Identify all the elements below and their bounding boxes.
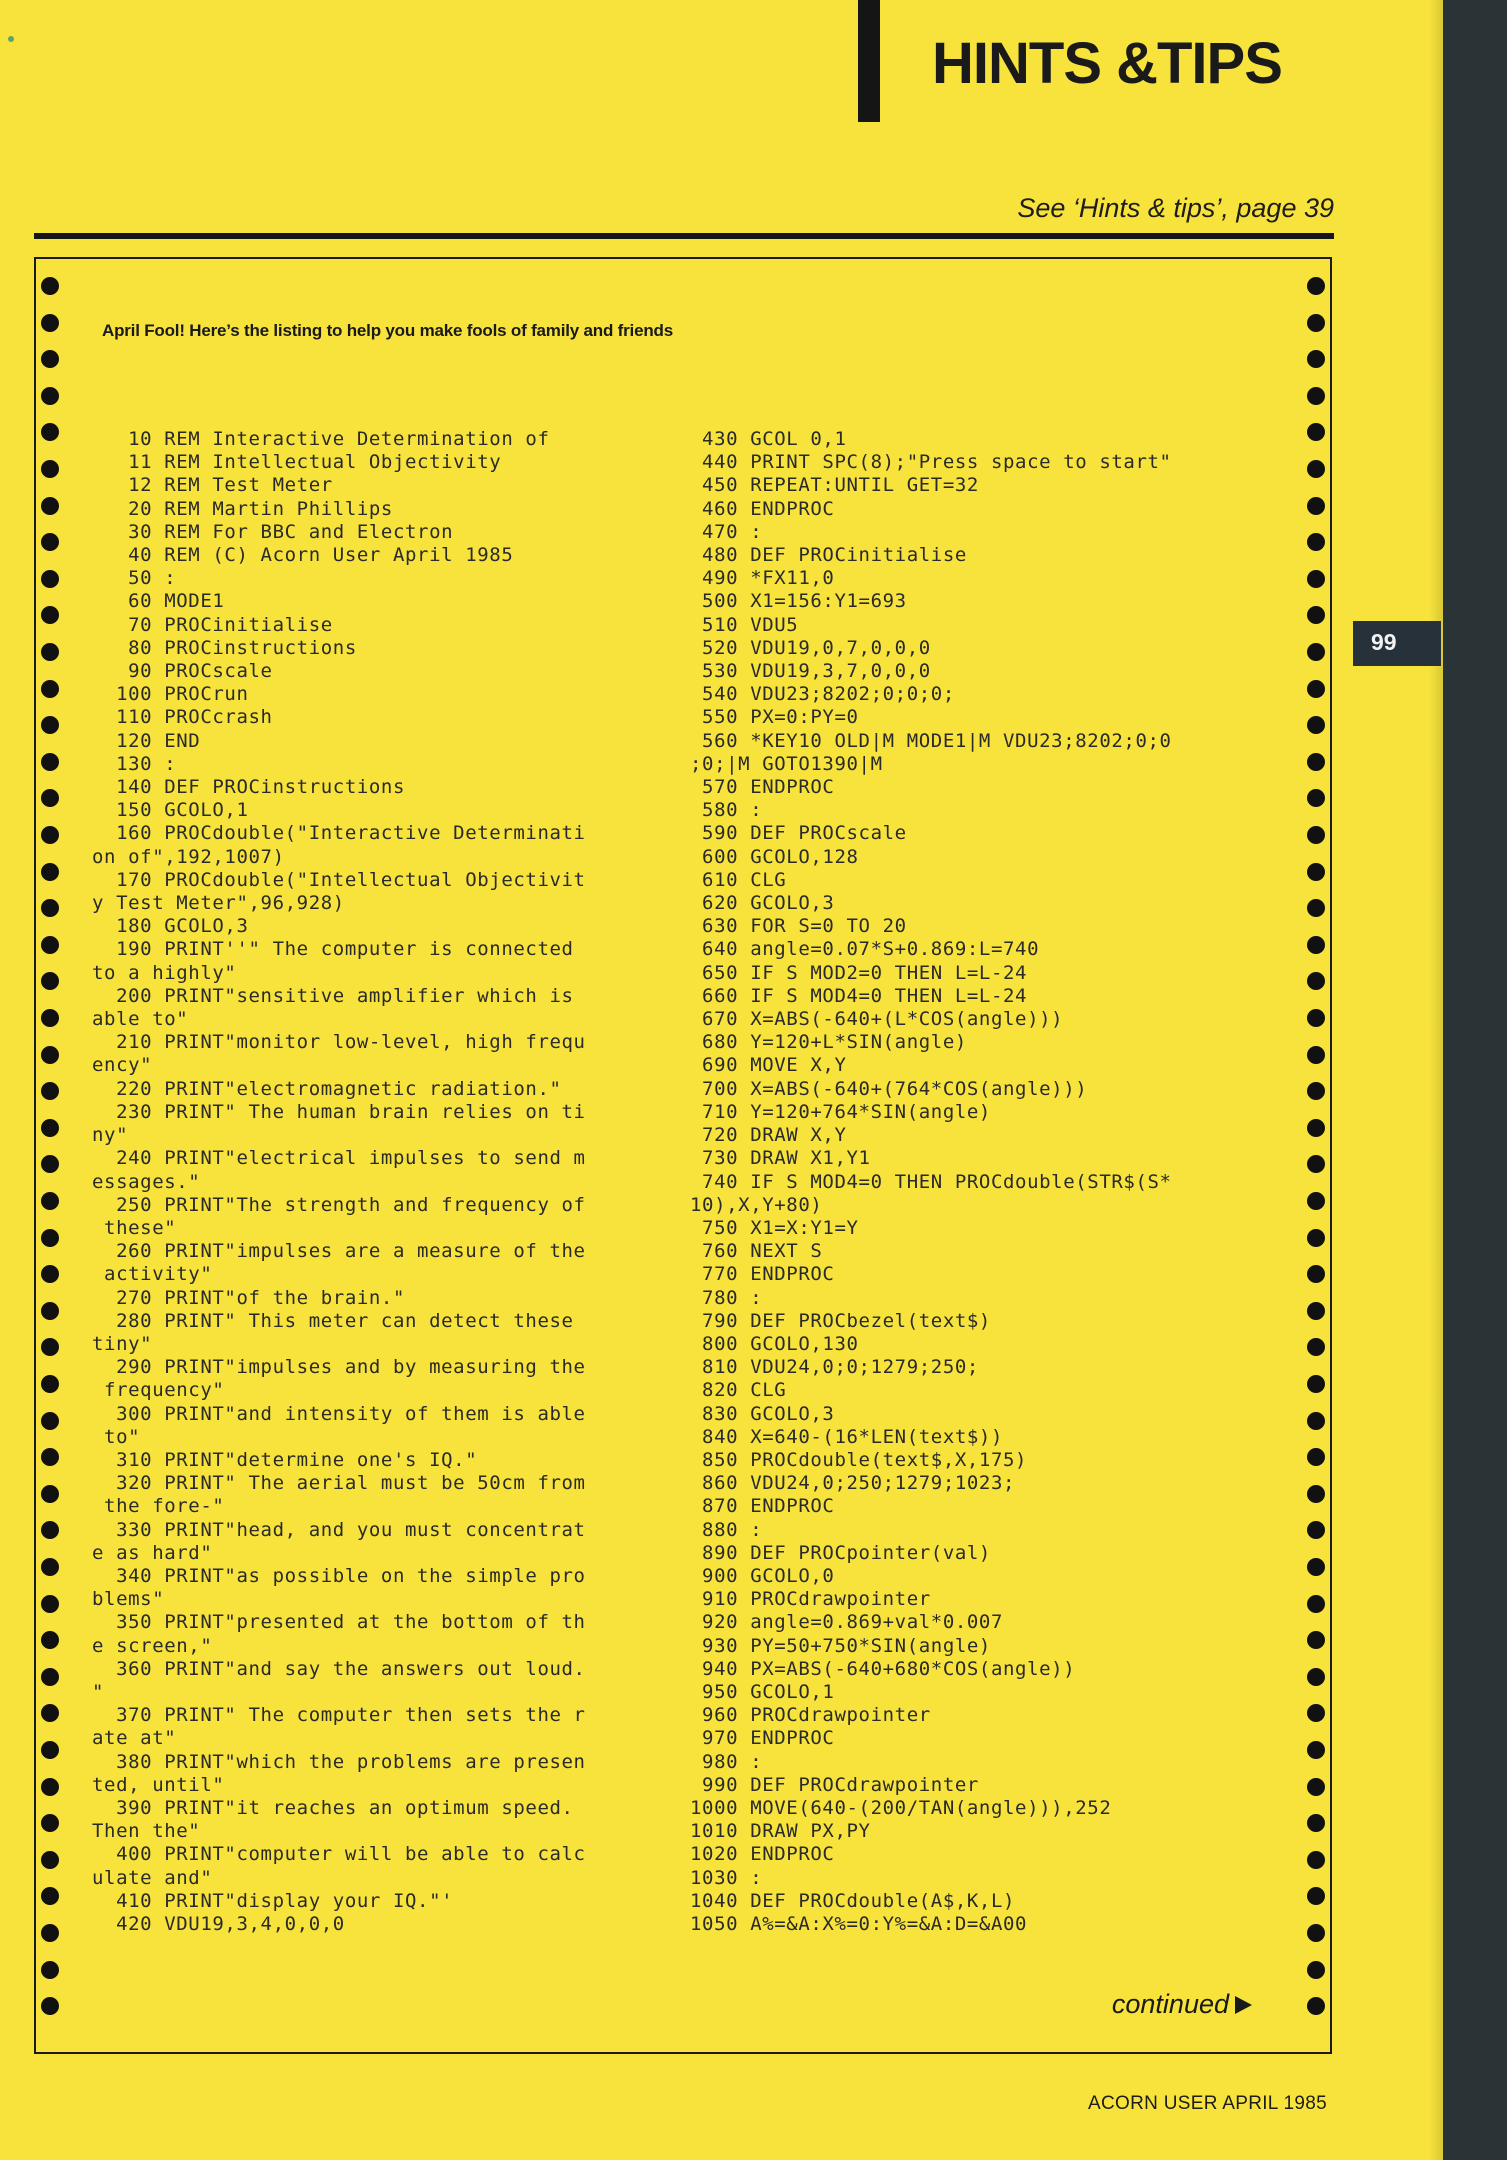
- code-line: essages.": [92, 1170, 201, 1193]
- tractor-hole: [41, 1265, 59, 1283]
- code-line: 840 X=640-(16*LEN(text$)): [690, 1425, 1004, 1448]
- tractor-hole: [41, 826, 59, 844]
- tractor-hole: [1307, 1595, 1325, 1613]
- tractor-hole: [1307, 1485, 1325, 1503]
- footer-credit: ACORN USER APRIL 1985: [1088, 2093, 1327, 2114]
- tractor-hole: [41, 1448, 59, 1466]
- tractor-hole: [1307, 497, 1325, 515]
- page-number: 99: [1371, 629, 1397, 655]
- tractor-hole: [1307, 1778, 1325, 1796]
- tractor-hole: [1307, 570, 1325, 588]
- code-line: 170 PROCdouble("Intellectual Objectivit: [92, 868, 586, 891]
- tractor-hole: [1307, 972, 1325, 990]
- tractor-hole: [41, 1082, 59, 1100]
- binding-edge: [1443, 0, 1507, 2160]
- code-line: 880 :: [690, 1518, 763, 1541]
- tractor-hole: [1307, 1521, 1325, 1539]
- code-line: 610 CLG: [690, 868, 787, 891]
- tractor-hole: [1307, 1961, 1325, 1979]
- tractor-hole: [1307, 1558, 1325, 1576]
- tractor-hole: [41, 1997, 59, 2015]
- code-line: 480 DEF PROCinitialise: [690, 544, 967, 567]
- code-line: 560 *KEY10 OLD|M MODE1|M VDU23;8202;0;0: [690, 729, 1172, 752]
- tractor-hole: [41, 1521, 59, 1539]
- code-line: tiny": [92, 1332, 153, 1355]
- code-line: 680 Y=120+L*SIN(angle): [690, 1031, 967, 1054]
- code-line: 1030 :: [690, 1866, 763, 1889]
- code-line: 820 CLG: [690, 1379, 787, 1402]
- code-line: these": [92, 1216, 177, 1239]
- tractor-hole: [41, 643, 59, 661]
- tractor-hole: [1307, 643, 1325, 661]
- code-line: 20 REM Martin Phillips: [92, 497, 393, 520]
- code-line: ulate and": [92, 1866, 213, 1889]
- code-line: 830 GCOLO,3: [690, 1402, 835, 1425]
- code-line: 930 PY=50+750*SIN(angle): [690, 1634, 991, 1657]
- tractor-hole: [1307, 423, 1325, 441]
- code-line: 350 PRINT"presented at the bottom of th: [92, 1611, 586, 1634]
- tractor-hole: [41, 1338, 59, 1356]
- listing-panel: [34, 257, 1332, 2054]
- code-line: 80 PROCinstructions: [92, 636, 357, 659]
- code-line: 390 PRINT"it reaches an optimum speed.: [92, 1796, 574, 1819]
- code-line: 740 IF S MOD4=0 THEN PROCdouble(STR$(S*: [690, 1170, 1172, 1193]
- code-line: to a highly": [92, 961, 237, 984]
- code-line: 30 REM For BBC and Electron: [92, 520, 454, 543]
- tractor-hole: [41, 1924, 59, 1942]
- tractor-hole: [1307, 350, 1325, 368]
- code-line: 360 PRINT"and say the answers out loud.: [92, 1657, 586, 1680]
- code-line: 720 DRAW X,Y: [690, 1124, 847, 1147]
- code-line: ": [92, 1680, 105, 1703]
- code-line: blems": [92, 1588, 165, 1611]
- code-line: able to": [92, 1008, 189, 1031]
- tractor-hole: [1307, 314, 1325, 332]
- code-line: the fore-": [92, 1495, 225, 1518]
- code-line: 770 ENDPROC: [690, 1263, 835, 1286]
- code-line: 1050 A%=&A:X%=0:Y%=&A:D=&A00: [690, 1913, 1028, 1935]
- code-line: 710 Y=120+764*SIN(angle): [690, 1100, 991, 1123]
- code-line: 540 VDU23;8202;0;0;0;: [690, 683, 955, 706]
- code-line: 760 NEXT S: [690, 1240, 823, 1263]
- tractor-hole: [41, 1851, 59, 1869]
- code-line: 10 REM Interactive Determination of: [92, 428, 550, 450]
- tractor-hole: [41, 387, 59, 405]
- code-line: 220 PRINT"electromagnetic radiation.": [92, 1077, 562, 1100]
- tractor-hole: [41, 533, 59, 551]
- tractor-hole: [1307, 1302, 1325, 1320]
- tractor-hole: [41, 789, 59, 807]
- tractor-hole: [41, 1558, 59, 1576]
- code-line: 280 PRINT" This meter can detect these: [92, 1309, 574, 1332]
- listing-column-2: [690, 428, 1172, 1936]
- code-line: 980 :: [690, 1750, 763, 1773]
- code-line: 330 PRINT"head, and you must concentrat: [92, 1518, 586, 1541]
- code-line: 750 X1=X:Y1=Y: [690, 1216, 859, 1239]
- code-line: 1010 DRAW PX,PY: [690, 1820, 871, 1843]
- tractor-hole: [41, 1375, 59, 1393]
- code-line: 550 PX=0:PY=0: [690, 706, 859, 729]
- tractor-hole: [1307, 1924, 1325, 1942]
- code-line: 570 ENDPROC: [690, 776, 835, 799]
- code-line: 650 IF S MOD2=0 THEN L=L-24: [690, 961, 1028, 984]
- section-title: HINTS &TIPS: [932, 31, 1282, 96]
- code-line: 200 PRINT"sensitive amplifier which is: [92, 984, 574, 1007]
- tractor-hole: [1307, 1119, 1325, 1137]
- code-line: 240 PRINT"electrical impulses to send m: [92, 1147, 586, 1170]
- tractor-hole: [1307, 606, 1325, 624]
- tractor-holes-right: [1307, 277, 1325, 2037]
- header-black-bar: [858, 0, 880, 122]
- tractor-hole: [41, 972, 59, 990]
- code-line: 130 :: [92, 752, 177, 775]
- tractor-hole: [41, 423, 59, 441]
- code-line: 510 VDU5: [690, 613, 799, 636]
- tractor-hole: [1307, 1448, 1325, 1466]
- tractor-hole: [41, 1155, 59, 1173]
- tractor-hole: [1307, 1412, 1325, 1430]
- code-line: 1040 DEF PROCdouble(A$,K,L): [690, 1889, 1016, 1912]
- code-line: ted, until": [92, 1773, 225, 1796]
- tractor-hole: [41, 1302, 59, 1320]
- code-line: 590 DEF PROCscale: [690, 822, 907, 845]
- code-line: 230 PRINT" The human brain relies on ti: [92, 1100, 586, 1123]
- tractor-hole: [1307, 1631, 1325, 1649]
- code-line: to": [92, 1425, 141, 1448]
- code-line: ny": [92, 1124, 129, 1147]
- code-line: 120 END: [92, 729, 201, 752]
- tractor-hole: [1307, 1704, 1325, 1722]
- tractor-hole: [1307, 1338, 1325, 1356]
- tractor-holes-left: [41, 277, 59, 2037]
- code-line: 400 PRINT"computer will be able to calc: [92, 1843, 586, 1866]
- code-line: 970 ENDPROC: [690, 1727, 835, 1750]
- code-line: 500 X1=156:Y1=693: [690, 590, 907, 613]
- code-line: 1000 MOVE(640-(200/TAN(angle))),252: [690, 1796, 1112, 1819]
- code-line: 440 PRINT SPC(8);"Press space to start": [690, 451, 1172, 474]
- code-line: 600 GCOLO,128: [690, 845, 859, 868]
- code-line: 910 PROCdrawpointer: [690, 1588, 931, 1611]
- code-line: 950 GCOLO,1: [690, 1680, 835, 1703]
- see-also-reference: See ‘Hints & tips’, page 39: [1017, 193, 1334, 223]
- tractor-hole: [1307, 826, 1325, 844]
- code-line: 40 REM (C) Acorn User April 1985: [92, 544, 514, 567]
- code-line: Then the": [92, 1820, 201, 1843]
- code-line: 110 PROCcrash: [92, 706, 273, 729]
- code-line: 160 PROCdouble("Interactive Determinati: [92, 822, 586, 845]
- code-line: 410 PRINT"display your IQ."': [92, 1889, 454, 1912]
- code-line: 420 VDU19,3,4,0,0,0: [92, 1913, 345, 1935]
- tractor-hole: [1307, 1997, 1325, 2015]
- code-line: 660 IF S MOD4=0 THEN L=L-24: [690, 984, 1028, 1007]
- continue-arrow-icon: [1235, 1996, 1252, 2014]
- tractor-hole: [41, 1961, 59, 1979]
- tractor-hole: [41, 716, 59, 734]
- tractor-hole: [41, 350, 59, 368]
- code-line: e as hard": [92, 1541, 213, 1564]
- tractor-hole: [41, 1485, 59, 1503]
- tractor-hole: [41, 1412, 59, 1430]
- code-line: 810 VDU24,0;0;1279;250;: [690, 1356, 979, 1379]
- code-line: frequency": [92, 1379, 225, 1402]
- code-line: 210 PRINT"monitor low-level, high frequ: [92, 1031, 586, 1054]
- tractor-hole: [41, 1119, 59, 1137]
- code-line: 90 PROCscale: [92, 660, 273, 683]
- code-line: ate at": [92, 1727, 177, 1750]
- code-line: 450 REPEAT:UNTIL GET=32: [690, 474, 979, 497]
- code-line: 370 PRINT" The computer then sets the r: [92, 1704, 586, 1727]
- tractor-hole: [1307, 387, 1325, 405]
- code-line: 190 PRINT''" The computer is connected: [92, 938, 574, 961]
- code-line: 580 :: [690, 799, 763, 822]
- tractor-hole: [41, 1009, 59, 1027]
- code-line: 100 PROCrun: [92, 683, 249, 706]
- tractor-hole: [41, 1741, 59, 1759]
- code-line: ency": [92, 1054, 153, 1077]
- code-line: 430 GCOL 0,1: [690, 428, 847, 450]
- code-line: 60 MODE1: [92, 590, 225, 613]
- code-line: 640 angle=0.07*S+0.869:L=740: [690, 938, 1040, 961]
- tractor-hole: [1307, 1046, 1325, 1064]
- tractor-hole: [1307, 1887, 1325, 1905]
- listing-intro: April Fool! Here’s the listing to help you make fools of family and friends: [102, 321, 673, 340]
- tractor-hole: [41, 497, 59, 515]
- code-line: 300 PRINT"and intensity of them is able: [92, 1402, 586, 1425]
- tractor-hole: [1307, 753, 1325, 771]
- listing-column-1: [92, 428, 586, 1936]
- code-line: 270 PRINT"of the brain.": [92, 1286, 406, 1309]
- code-line: 940 PX=ABS(-640+680*COS(angle)): [690, 1657, 1076, 1680]
- tractor-hole: [1307, 1155, 1325, 1173]
- code-line: 340 PRINT"as possible on the simple pro: [92, 1564, 586, 1587]
- tractor-hole: [1307, 899, 1325, 917]
- tractor-hole: [41, 1046, 59, 1064]
- tractor-hole: [41, 1192, 59, 1210]
- tractor-hole: [41, 1814, 59, 1832]
- tractor-hole: [1307, 1741, 1325, 1759]
- code-line: 960 PROCdrawpointer: [690, 1704, 931, 1727]
- code-line: 260 PRINT"impulses are a measure of the: [92, 1240, 586, 1263]
- tractor-hole: [1307, 1265, 1325, 1283]
- tractor-hole: [1307, 680, 1325, 698]
- tractor-hole: [41, 1778, 59, 1796]
- top-rule: [34, 233, 1334, 239]
- code-line: 290 PRINT"impulses and by measuring the: [92, 1356, 586, 1379]
- tractor-hole: [41, 1887, 59, 1905]
- tractor-hole: [1307, 789, 1325, 807]
- tractor-hole: [1307, 716, 1325, 734]
- tractor-hole: [1307, 1668, 1325, 1686]
- tractor-hole: [1307, 1851, 1325, 1869]
- code-line: 1020 ENDPROC: [690, 1843, 835, 1866]
- code-line: 490 *FX11,0: [690, 567, 835, 590]
- code-line: 530 VDU19,3,7,0,0,0: [690, 660, 931, 683]
- code-line: ;0;|M GOTO1390|M: [690, 752, 883, 775]
- tractor-hole: [1307, 1192, 1325, 1210]
- code-line: 730 DRAW X1,Y1: [690, 1147, 871, 1170]
- code-line: 670 X=ABS(-640+(L*COS(angle))): [690, 1008, 1064, 1031]
- tractor-hole: [41, 936, 59, 954]
- tractor-hole: [1307, 863, 1325, 881]
- code-line: y Test Meter",96,928): [92, 892, 345, 915]
- code-line: 520 VDU19,0,7,0,0,0: [690, 636, 931, 659]
- code-line: 700 X=ABS(-640+(764*COS(angle))): [690, 1077, 1088, 1100]
- code-line: 860 VDU24,0;250;1279;1023;: [690, 1472, 1016, 1495]
- code-line: 800 GCOLO,130: [690, 1332, 859, 1355]
- tractor-hole: [1307, 1082, 1325, 1100]
- code-line: 780 :: [690, 1286, 763, 1309]
- code-line: 180 GCOLO,3: [92, 915, 249, 938]
- tractor-hole: [1307, 533, 1325, 551]
- tractor-hole: [1307, 1009, 1325, 1027]
- tractor-hole: [1307, 1375, 1325, 1393]
- tractor-hole: [41, 1595, 59, 1613]
- code-line: 850 PROCdouble(text$,X,175): [690, 1448, 1028, 1471]
- tractor-hole: [41, 753, 59, 771]
- code-line: 630 FOR S=0 TO 20: [690, 915, 907, 938]
- tractor-hole: [1307, 1229, 1325, 1247]
- code-line: 50 :: [92, 567, 177, 590]
- tractor-hole: [41, 1668, 59, 1686]
- tractor-hole: [41, 680, 59, 698]
- code-line: 310 PRINT"determine one's IQ.": [92, 1448, 478, 1471]
- code-line: 470 :: [690, 520, 763, 543]
- code-line: activity": [92, 1263, 213, 1286]
- tractor-hole: [1307, 1814, 1325, 1832]
- binding-shadow: [1429, 0, 1443, 2160]
- code-line: 620 GCOLO,3: [690, 892, 835, 915]
- tractor-hole: [41, 606, 59, 624]
- code-line: 460 ENDPROC: [690, 497, 835, 520]
- code-line: 380 PRINT"which the problems are presen: [92, 1750, 586, 1773]
- tractor-hole: [41, 570, 59, 588]
- tractor-hole: [41, 1229, 59, 1247]
- tractor-hole: [41, 1704, 59, 1722]
- code-line: 690 MOVE X,Y: [690, 1054, 847, 1077]
- code-line: 790 DEF PROCbezel(text$): [690, 1309, 991, 1332]
- tractor-hole: [41, 460, 59, 478]
- code-line: 140 DEF PROCinstructions: [92, 776, 406, 799]
- code-line: e screen,": [92, 1634, 213, 1657]
- continued-label: [1112, 1989, 1252, 2020]
- tractor-hole: [41, 899, 59, 917]
- code-line: 11 REM Intellectual Objectivity: [92, 451, 502, 474]
- tractor-hole: [41, 314, 59, 332]
- code-line: 250 PRINT"The strength and frequency of: [92, 1193, 586, 1216]
- code-line: 920 angle=0.869+val*0.007: [690, 1611, 1004, 1634]
- tractor-hole: [41, 277, 59, 295]
- code-line: 10),X,Y+80): [690, 1193, 823, 1216]
- code-line: 320 PRINT" The aerial must be 50cm from: [92, 1472, 586, 1495]
- tractor-hole: [41, 863, 59, 881]
- tractor-hole: [1307, 460, 1325, 478]
- tractor-hole: [1307, 277, 1325, 295]
- code-line: on of",192,1007): [92, 845, 285, 868]
- code-line: 990 DEF PROCdrawpointer: [690, 1773, 979, 1796]
- continued-text: continued: [1111, 1989, 1229, 2019]
- code-line: 890 DEF PROCpointer(val): [690, 1541, 991, 1564]
- tractor-hole: [1307, 936, 1325, 954]
- tractor-hole: [41, 1631, 59, 1649]
- page-number-tab: [1353, 621, 1441, 666]
- code-line: 70 PROCinitialise: [92, 613, 333, 636]
- code-line: 870 ENDPROC: [690, 1495, 835, 1518]
- code-line: 12 REM Test Meter: [92, 474, 333, 497]
- code-line: 900 GCOLO,0: [690, 1564, 835, 1587]
- code-line: 150 GCOLO,1: [92, 799, 249, 822]
- print-speck: [8, 36, 14, 42]
